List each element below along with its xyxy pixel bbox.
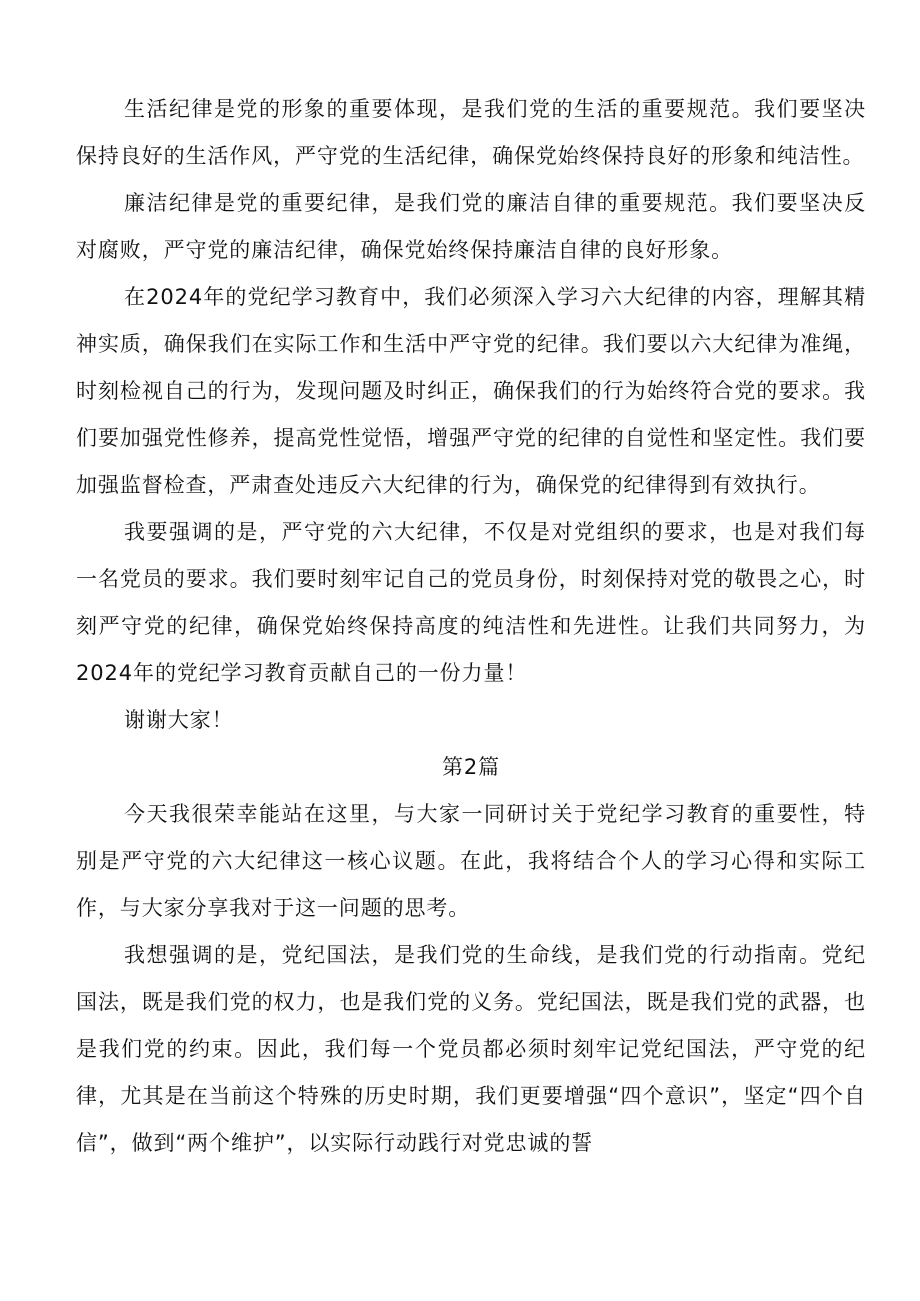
paragraph-thanks: 谢谢大家！ xyxy=(124,708,234,732)
paragraph-integrity-discipline: 廉洁纪律是党的重要纪律，是我们党的廉洁自律的重要规范。我们要坚决反对腐败，严守党的廉洁纪律，确保党始终保持廉洁自律的良好形象。 xyxy=(76,191,866,262)
paragraph-party-law: 我想强调的是，党纪国法，是我们党的生命线，是我们党的行动指南。党纪国法，既是我们党的权力，也是我们党的义务。党纪国法，既是我们党的武器，也是我们党的约束。因此，我们每一个党员都必须时刻牢记党纪国法，严守党的纪律，尤其是在当前这个特殊的历史时期，我们更要增强“四个意识”，坚定“四个自信”，做到“两个维护”，以实际行动践行对党忠诚的誓 xyxy=(76,943,866,1155)
paragraph-life-discipline: 生活纪律是党的形象的重要体现，是我们党的生活的重要规范。我们要坚决保持良好的生活作风，严守党的生活纪律，确保党始终保持良好的形象和纯洁性。 xyxy=(76,97,866,168)
paragraph-emphasis: 我要强调的是，严守党的六大纪律，不仅是对党组织的要求，也是对我们每一名党员的要求。我们要时刻牢记自己的党员身份，时刻保持对党的敬畏之心，时刻严守党的纪律，确保党始终保持高度的纯洁性和先进性。让我们共同努力，为2024年的党纪学习教育贡献自己的一份力量！ xyxy=(76,520,866,685)
document-page xyxy=(76,86,866,1167)
section-heading: 第2篇 xyxy=(441,755,501,779)
paragraph-study-education: 在2024年的党纪学习教育中，我们必须深入学习六大纪律的内容，理解其精神实质，确保我们在实际工作和生活中严守党的纪律。我们要以六大纪律为准绳，时刻检视自己的行为，发现问题及时纠正，确保我们的行为始终符合党的要求。我们要加强党性修养，提高党性觉悟，增强严守党的纪律的自觉性和坚定性。我们要加强监督检查，严肃查处违反六大纪律的行为，确保党的纪律得到有效执行。 xyxy=(76,285,866,497)
paragraph-intro: 今天我很荣幸能站在这里，与大家一同研讨关于党纪学习教育的重要性，特别是严守党的六大纪律这一核心议题。在此，我将结合个人的学习心得和实际工作，与大家分享我对于这一问题的思考。 xyxy=(76,802,866,920)
